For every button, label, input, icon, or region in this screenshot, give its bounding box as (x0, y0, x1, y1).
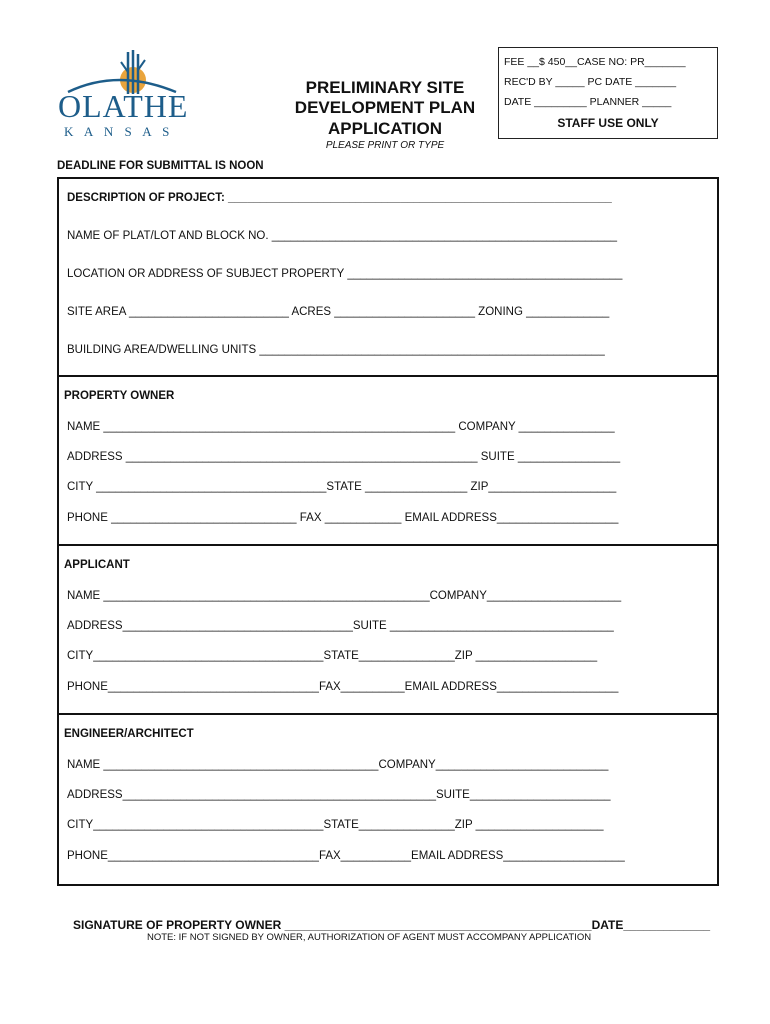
deadline-notice: DEADLINE FOR SUBMITTAL IS NOON (57, 160, 264, 172)
staff-use-label: STAFF USE ONLY (557, 116, 659, 130)
staff-fee-case-row: FEE __$ 450__CASE NO: PR_______ (504, 56, 686, 68)
engineer-city-state-zip-field[interactable]: CITY____________________________________STATE_______________ZIP ____________________ (67, 819, 604, 831)
olathe-logo (58, 48, 189, 143)
engineer-architect-section (57, 713, 719, 886)
applicant-phone-fax-email-field[interactable]: PHONE_________________________________FAX__________EMAIL ADDRESS___________________ (67, 681, 619, 693)
logo-state: K A N S A S (64, 124, 174, 139)
site-area-acres-zoning-field[interactable]: SITE AREA _________________________ ACRES ______________________ ZONING _____________ (67, 306, 610, 318)
owner-city-state-zip-field[interactable]: CITY ____________________________________STATE ________________ ZIP____________________ (67, 481, 617, 493)
engineer-architect-heading: ENGINEER/ARCHITECT (64, 728, 194, 740)
applicant-name-company-field[interactable]: NAME ___________________________________________________COMPANY_____________________ (67, 590, 622, 602)
owner-signature-date-field[interactable]: SIGNATURE OF PROPERTY OWNER ______________________________________________DATE_____________ (73, 918, 711, 932)
applicant-heading: APPLICANT (64, 559, 130, 571)
property-owner-section (57, 375, 719, 546)
property-owner-heading: PROPERTY OWNER (64, 390, 175, 402)
property-location-field[interactable]: LOCATION OR ADDRESS OF SUBJECT PROPERTY ___________________________________________ (67, 268, 623, 280)
applicant-section (57, 544, 719, 715)
applicant-address-suite-field[interactable]: ADDRESS____________________________________SUITE ___________________________________ (67, 620, 614, 632)
form-title-line3: APPLICATION (328, 119, 442, 138)
project-description-field[interactable]: DESCRIPTION OF PROJECT: ____________________________________________________________ (67, 192, 612, 204)
staff-use-box (498, 47, 718, 139)
logo-wordmark: OLATHE (58, 88, 189, 124)
building-area-field[interactable]: BUILDING AREA/DWELLING UNITS ______________________________________________________ (67, 344, 605, 356)
engineer-address-suite-field[interactable]: ADDRESS_________________________________________________SUITE______________________ (67, 789, 611, 801)
signature-authorization-note: NOTE: IF NOT SIGNED BY OWNER, AUTHORIZATION OF AGENT MUST ACCOMPANY APPLICATION (147, 932, 592, 943)
engineer-name-company-field[interactable]: NAME ___________________________________________COMPANY___________________________ (67, 759, 609, 771)
form-title-line2: DEVELOPMENT PLAN (294, 98, 476, 117)
engineer-phone-fax-email-field[interactable]: PHONE_________________________________FAX___________EMAIL ADDRESS___________________ (67, 850, 625, 862)
staff-date-row: DATE _________ PLANNER _____ (504, 96, 672, 108)
owner-phone-fax-email-field[interactable]: PHONE _____________________________ FAX ____________ EMAIL ADDRESS___________________ (67, 512, 619, 524)
plat-lot-block-field[interactable]: NAME OF PLAT/LOT AND BLOCK NO. ______________________________________________________ (67, 230, 618, 242)
project-section (57, 177, 719, 377)
owner-name-company-field[interactable]: NAME _______________________________________________________ COMPANY _______________ (67, 421, 615, 433)
owner-address-suite-field[interactable]: ADDRESS _______________________________________________________ SUITE ________________ (67, 451, 621, 463)
staff-received-row: REC'D BY _____ PC DATE _______ (504, 76, 677, 88)
applicant-city-state-zip-field[interactable]: CITY____________________________________STATE_______________ZIP ___________________ (67, 650, 598, 662)
form-title-line1: PRELIMINARY SITE (305, 78, 465, 97)
form-subtitle: PLEASE PRINT OR TYPE (325, 140, 445, 151)
